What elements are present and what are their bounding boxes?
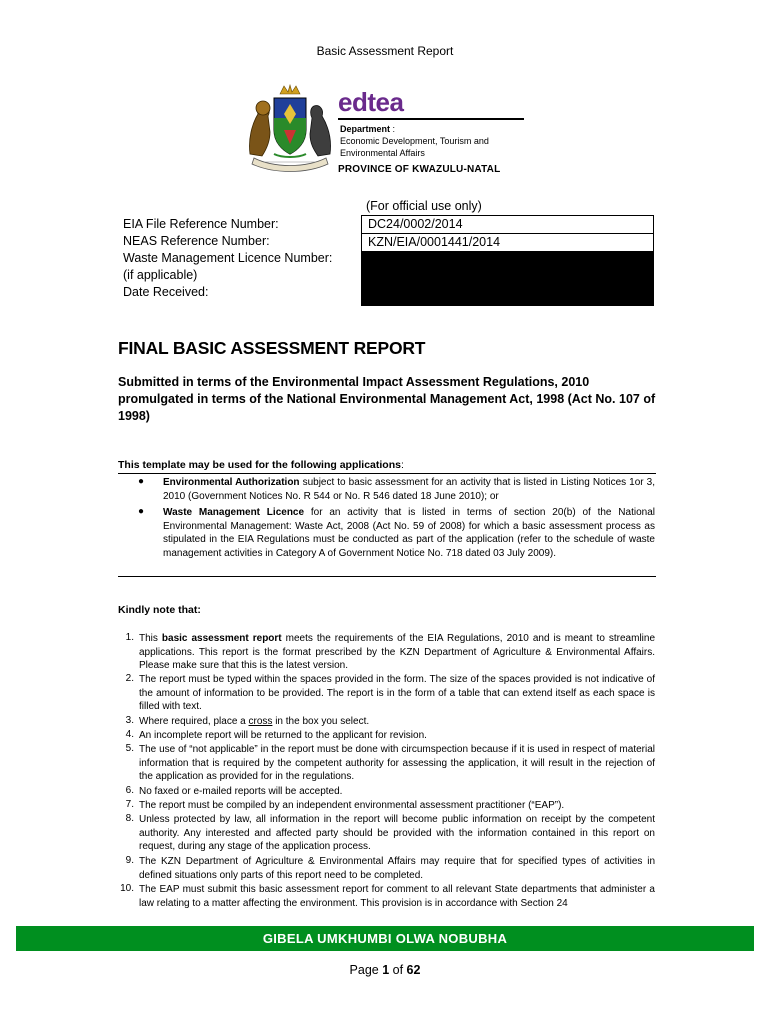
note-1-bold: basic assessment report (161, 633, 282, 644)
crown-shape (280, 85, 300, 94)
note-number: 9. (125, 855, 134, 866)
note-number: 2. (125, 673, 134, 684)
template-intro (118, 459, 404, 471)
department-line-2: Environmental Affairs (340, 148, 425, 158)
department-line-1: Economic Development, Tourism and (340, 136, 489, 146)
date-received-value (362, 288, 654, 306)
notes-heading: Kindly note that: (118, 604, 201, 616)
note-item-8: Unless protected by law, all information in the report will become public information on receipt by the competent authority. Any interested and affected party should be provided with the information contained in this report on request, during any stage of the application process. (139, 814, 655, 852)
reference-table (361, 215, 654, 306)
motto-ribbon-shape (252, 158, 328, 172)
if-applicable-value (362, 270, 654, 288)
note-3-text: in the box you select. (272, 716, 370, 727)
bullet-1-text: subject to basic assessment for an activity that is listed in Listing Notices 1or 3, 2010 (Government Notices No. R 544 or No. R 546 dated 18 June 2010); or (163, 477, 655, 502)
template-intro-colon: : (400, 459, 404, 471)
page-total: 62 (406, 963, 421, 977)
page-prefix: Page (349, 963, 383, 977)
department-block (340, 123, 489, 159)
note-item-7: The report must be compiled by an independent environmental assessment practitioner (“EAP”). (139, 800, 565, 811)
bullet-1-bold: Environmental Authorization (163, 477, 300, 488)
running-header: Basic Assessment Report (316, 44, 454, 58)
note-number: 7. (125, 799, 134, 810)
department-sep: : (390, 124, 396, 134)
page-current: 1 (382, 963, 390, 977)
waste-licence-value (362, 252, 654, 270)
document-title: FINAL BASIC ASSESSMENT REPORT (118, 338, 426, 358)
template-bullet-1 (163, 476, 655, 503)
note-item-10: The EAP must submit this basic assessment report for comment to all relevant State departments that administer a law relating to a matter affecting the environment. This provision is in accordance with Section 24 (139, 884, 655, 909)
edtea-brand: edtea (338, 87, 404, 117)
footer-slogan-bar: GIBELA UMKHUMBI OLWA NOBUBHA (16, 926, 754, 951)
note-number: 6. (125, 785, 134, 796)
template-intro-bold: This template may be used for the following applications (118, 459, 401, 471)
template-bullet-2 (163, 506, 655, 560)
note-number: 4. (125, 729, 134, 740)
note-number: 5. (125, 743, 134, 754)
if-applicable-label: (if applicable) (123, 268, 198, 282)
brand-divider (338, 118, 524, 120)
note-item-3 (139, 715, 655, 729)
bullet-2-text: for an activity that is listed in terms of section 20(b) of the National Environmental Management: Waste Act, 2008 (Act No. 59 of 2008) for which a basic assessment process as stipulated in the EIA Regulations must be conducted as part of the application (refer to the schedule of waste management activities in Category A of Government Notice No. 718 dated 03 July 2009). (163, 507, 655, 559)
reference-labels (123, 216, 332, 301)
document-subtitle: Submitted in terms of the Environmental Impact Assessment Regulations, 2010 promulgated in terms of the National Environmental Management Act, 1998 (Act No. 107 of 1998) (118, 375, 656, 423)
note-number: 1. (125, 632, 134, 643)
template-top-rule (118, 473, 656, 474)
supporter-right-shape (310, 106, 331, 156)
bullet-icon: ● (138, 476, 145, 487)
note-number: 3. (125, 715, 134, 726)
note-1-text: meets the requirements of the EIA Regulations, 2010 and is meant to streamline applications. This report is the format prescribed by the KZN Department of Agriculture & Environmental Affairs. Please make sure that this is the latest version. (139, 633, 656, 671)
page-number (0, 963, 770, 977)
note-item-1 (139, 632, 655, 673)
bullet-icon: ● (138, 506, 145, 517)
neas-ref-value: KZN/EIA/0001441/2014 (362, 234, 654, 252)
waste-licence-label: Waste Management Licence Number: (123, 251, 333, 265)
department-label: Department (340, 124, 391, 134)
official-use-label: (For official use only) (366, 199, 482, 213)
note-number: 10. (120, 883, 134, 894)
note-number: 8. (125, 813, 134, 824)
bullet-2-bold: Waste Management Licence (163, 507, 305, 518)
neas-ref-label: NEAS Reference Number: (123, 234, 270, 248)
template-bottom-rule (118, 576, 656, 577)
note-item-4: An incomplete report will be returned to the applicant for revision. (139, 730, 427, 741)
note-item-5: The use of “not applicable” in the report must be done with circumspection because if it is used in respect of material information that is required by the competent authority for assessing the application, it will result in the rejection of the application as provided for in the regulations. (139, 744, 655, 782)
eia-file-ref-label: EIA File Reference Number: (123, 217, 279, 231)
note-item-9: The KZN Department of Agriculture & Environmental Affairs may require that for specified types of activities in defined situations only parts of this report need to be completed. (139, 856, 655, 881)
note-3-underline: cross (248, 716, 273, 727)
page-of: of (389, 963, 407, 977)
note-3-pre: Where required, place a (139, 716, 249, 727)
kzn-coat-of-arms-logo (244, 84, 336, 172)
note-1-pre: This (139, 633, 162, 644)
date-received-label: Date Received: (123, 285, 209, 299)
note-item-6: No faxed or e-mailed reports will be accepted. (139, 786, 343, 797)
province-name: PROVINCE OF KWAZULU-NATAL (338, 164, 501, 175)
note-item-2: The report must be typed within the spaces provided in the form. The size of the spaces provided is not indicative of the amount of information to be provided. The report is in the form of a table that can extend itself as each space is filled with text. (139, 674, 655, 712)
eia-file-ref-value: DC24/0002/2014 (362, 216, 654, 234)
